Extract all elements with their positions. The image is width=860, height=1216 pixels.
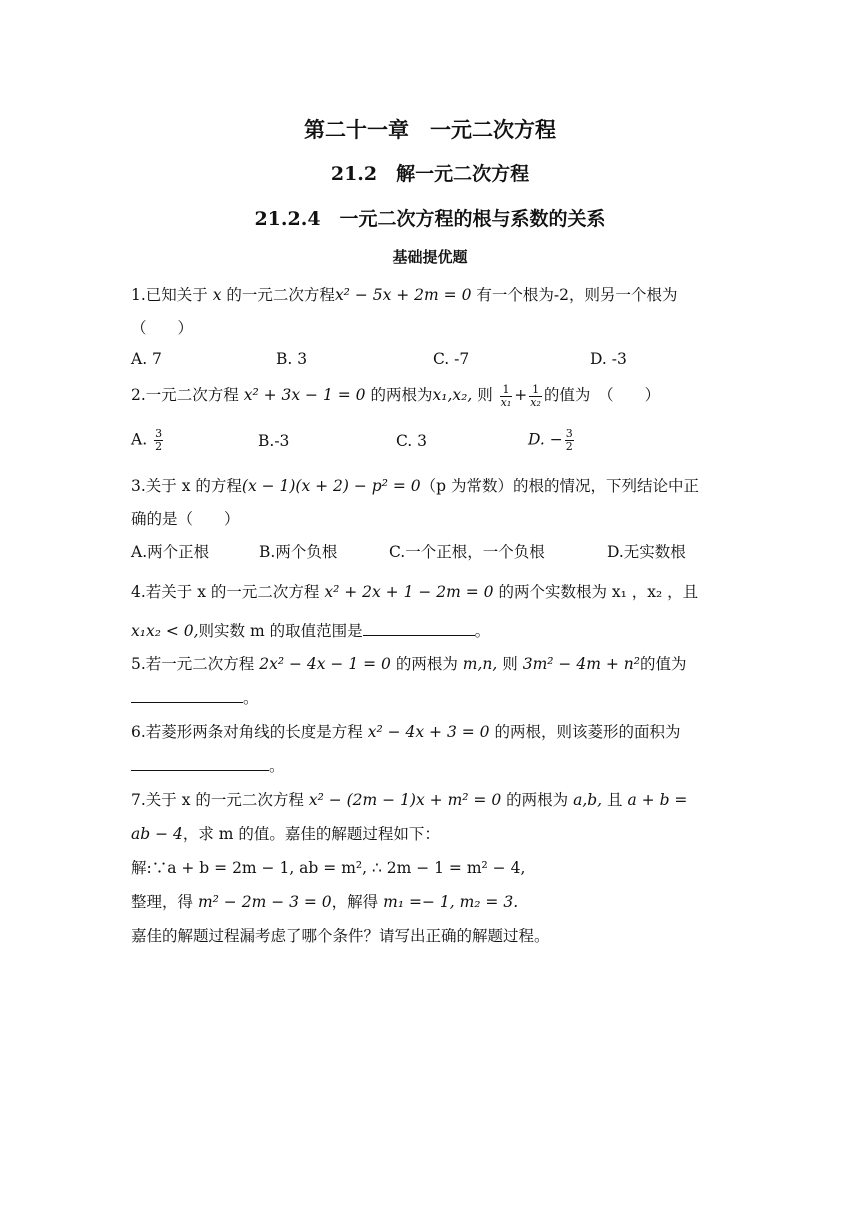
q4-answer-blank[interactable] bbox=[363, 621, 475, 636]
q2-option-d-label: D. − bbox=[528, 430, 563, 449]
question-6 bbox=[131, 720, 681, 742]
q3-text-a: 3.关于 x 的方程 bbox=[131, 477, 242, 495]
question-5 bbox=[131, 652, 686, 674]
q2-option-a-frac bbox=[154, 428, 163, 453]
q1-text-b: 的一元二次方程 bbox=[226, 286, 335, 304]
q2-plus: + bbox=[514, 386, 528, 404]
q7-equation: x² − (2m − 1)x + m² = 0 bbox=[308, 791, 502, 809]
q7-sol2-roots: m₁ =− 1, m₂ = 3. bbox=[383, 893, 519, 911]
subsection-title: 21.2.4 一元二次方程的根与系数的关系 bbox=[254, 208, 606, 230]
q2-text-c: 则 bbox=[477, 386, 493, 404]
q1-option-d: D. -3 bbox=[590, 350, 627, 368]
q1-option-b: B. 3 bbox=[276, 350, 308, 368]
q2-opta-den: 2 bbox=[155, 440, 163, 453]
q6-line-2 bbox=[131, 754, 285, 776]
q1-option-c: C. -7 bbox=[433, 350, 470, 368]
question-3 bbox=[131, 474, 699, 496]
q3-option-d: D.无实数根 bbox=[607, 543, 686, 561]
q3-option-a: A.两个正根 bbox=[131, 543, 210, 561]
q3-equation: (x − 1)(x + 2) − p² = 0 bbox=[241, 477, 421, 495]
q7-solution-2 bbox=[131, 890, 518, 912]
q1-equation: x² − 5x + 2m = 0 bbox=[334, 286, 472, 304]
q7-text-d: ，求 m 的值。嘉佳的解题过程如下： bbox=[182, 825, 440, 843]
q2-frac2-den: x₂ bbox=[530, 395, 541, 409]
q2-text-a: 2.一元二次方程 bbox=[131, 386, 239, 404]
question-2 bbox=[131, 383, 660, 409]
q5-end: 。 bbox=[243, 689, 259, 707]
q2-fraction-1 bbox=[500, 384, 513, 409]
part-title: 基础提优题 bbox=[392, 248, 468, 266]
q2-option-a bbox=[131, 428, 165, 453]
q2-frac1-den: x₁ bbox=[500, 395, 512, 409]
q5-text-a: 5.若一元二次方程 bbox=[131, 655, 255, 673]
q2-frac1-num: 1 bbox=[500, 384, 513, 397]
q2-opta-num: 3 bbox=[155, 427, 163, 440]
q7-roots: a,b, bbox=[573, 791, 603, 809]
q2-text-b: 的两根为 bbox=[370, 386, 433, 404]
question-1 bbox=[131, 283, 678, 305]
q6-text-a: 6.若菱形两条对角线的长度是方程 bbox=[131, 723, 363, 741]
q4-line-2 bbox=[131, 619, 490, 641]
question-7 bbox=[131, 788, 687, 810]
q5-text-b: 的两根为 bbox=[395, 655, 458, 673]
q5-roots: m,n, bbox=[462, 655, 498, 673]
q2-option-b: B.-3 bbox=[258, 432, 290, 450]
q6-answer-blank[interactable] bbox=[131, 756, 269, 771]
q4-text-b: 的两个实数根为 x₁ ，x₂ ，且 bbox=[498, 583, 699, 601]
q2-frac2-num: 1 bbox=[529, 384, 542, 397]
q7-text-c: 且 bbox=[607, 791, 623, 809]
section-title: 21.2 解一元二次方程 bbox=[330, 163, 530, 185]
q6-end: 。 bbox=[269, 757, 285, 775]
q5-text-c: 则 bbox=[502, 655, 518, 673]
q5-equation: 2x² − 4x − 1 = 0 bbox=[259, 655, 391, 673]
q3-option-c: C.一个正根，一个负根 bbox=[389, 543, 545, 561]
q5-expression: 3m² − 4m + n² bbox=[522, 655, 640, 673]
q2-roots: x₁,x₂, bbox=[432, 386, 473, 404]
q7-line-2 bbox=[131, 822, 440, 844]
q2-fraction-2 bbox=[529, 384, 542, 409]
q7-condition-1: a + b = bbox=[627, 791, 688, 809]
q2-optd-num: 3 bbox=[565, 427, 573, 440]
q6-text-b: 的两根，则该菱形的面积为 bbox=[494, 723, 681, 741]
q1-paren: （ ） bbox=[131, 319, 194, 337]
q2-option-d bbox=[528, 428, 576, 453]
q7-sol2-equation: m² − 2m − 3 = 0 bbox=[197, 893, 332, 911]
chapter-title: 第二十一章 一元二次方程 bbox=[304, 117, 556, 142]
q4-equation: x² + 2x + 1 − 2m = 0 bbox=[324, 583, 494, 601]
q3-option-b: B.两个负根 bbox=[259, 543, 338, 561]
q2-option-a-label: A. bbox=[131, 430, 148, 449]
q5-answer-blank[interactable] bbox=[131, 688, 243, 703]
q6-equation: x² − 4x + 3 = 0 bbox=[367, 723, 490, 741]
q2-option-d-frac bbox=[565, 428, 574, 453]
q1-text-c: 有一个根为-2，则另一个根为 bbox=[476, 286, 678, 304]
q4-text-c: 则实数 m 的取值范围是 bbox=[198, 622, 363, 640]
q4-end: 。 bbox=[474, 622, 491, 640]
q2-option-c: C. 3 bbox=[396, 432, 428, 450]
q7-sol2-text-a: 整理，得 bbox=[131, 893, 194, 911]
q1-var: x bbox=[212, 286, 222, 304]
question-4 bbox=[131, 580, 698, 602]
q1-option-a: A. 7 bbox=[131, 350, 162, 368]
q3-text-c: 确的是（ ） bbox=[131, 510, 240, 528]
q7-condition-2: ab − 4 bbox=[131, 825, 183, 843]
q5-text-d: 的值为 bbox=[639, 655, 687, 673]
q7-text-a: 7.关于 x 的一元二次方程 bbox=[131, 791, 304, 809]
q7-text-b: 的两根为 bbox=[506, 791, 569, 809]
q1-text-a: 1.已知关于 bbox=[131, 286, 208, 304]
q2-text-d: 的值为 （ ） bbox=[543, 386, 661, 404]
q5-line-2 bbox=[131, 686, 259, 708]
q4-condition: x₁x₂ < 0, bbox=[131, 622, 199, 640]
q2-equation: x² + 3x − 1 = 0 bbox=[243, 386, 366, 404]
q2-optd-den: 2 bbox=[565, 440, 573, 453]
q3-text-b: （p 为常数）的根的情况，下列结论中正 bbox=[420, 477, 700, 495]
q7-solution-1: 解:∵a + b = 2m − 1, ab = m², ∴ 2m − 1 = m² − 4, bbox=[131, 859, 526, 877]
q4-text-a: 4.若关于 x 的一元二次方程 bbox=[131, 583, 320, 601]
q7-sol2-text-b: ，解得 bbox=[331, 893, 379, 911]
q7-question: 嘉佳的解题过程漏考虑了哪个条件？请写出正确的解题过程。 bbox=[131, 927, 550, 945]
